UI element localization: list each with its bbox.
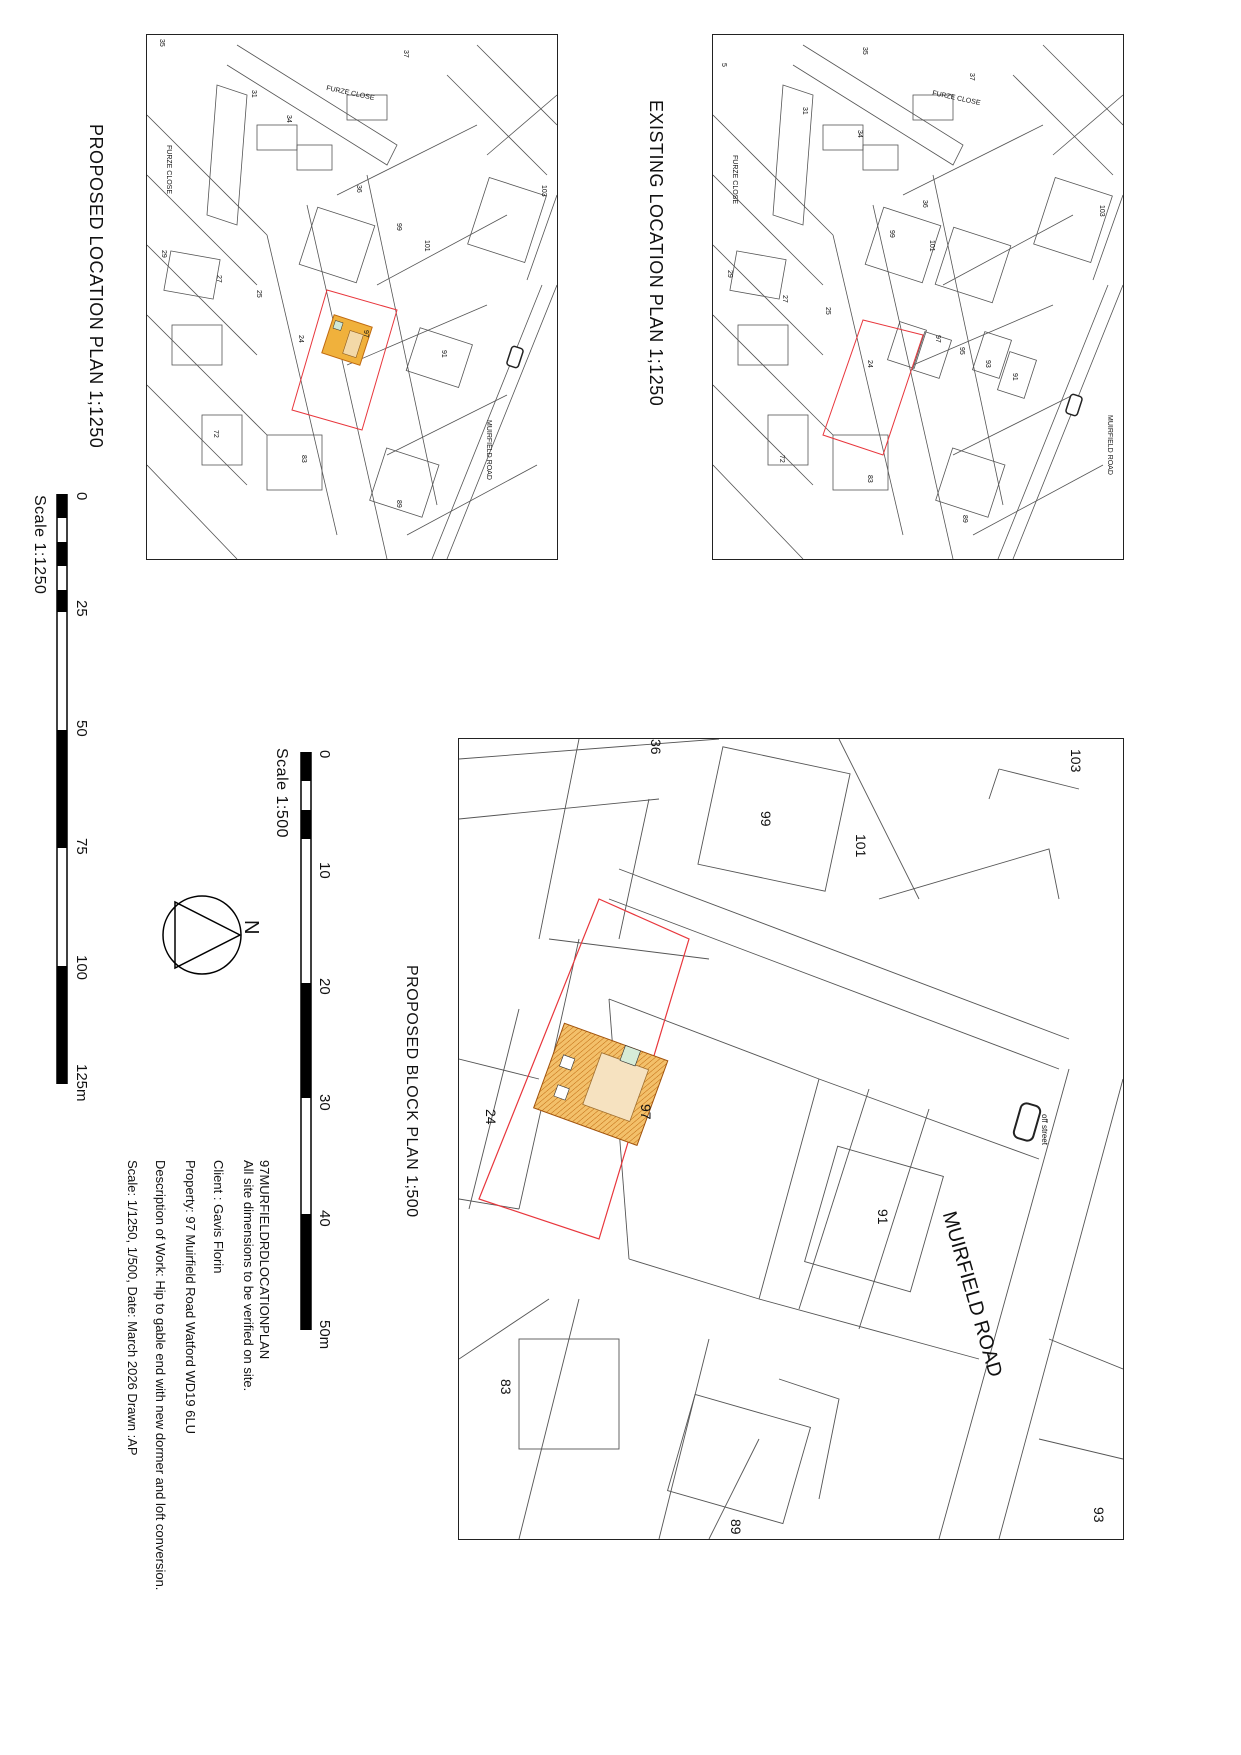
block-plan	[458, 738, 1124, 1540]
house-number: 101	[423, 240, 430, 252]
house-number: 91	[875, 1209, 891, 1225]
house-number: 31	[801, 107, 808, 115]
road-label: MUIRFIELD ROAD	[937, 1209, 1007, 1380]
house-number: 83	[300, 455, 307, 463]
proposed-map-drawing	[147, 35, 557, 559]
north-arrow-icon	[160, 890, 250, 980]
house-number: 72	[778, 455, 785, 463]
house-number: 89	[395, 500, 402, 508]
house-number: 27	[215, 275, 222, 283]
scale-1250-tick: 100	[73, 955, 90, 981]
house-number: 36	[648, 739, 664, 755]
house-number: 83	[498, 1379, 514, 1395]
house-number: 91	[440, 350, 447, 358]
house-number: 91	[1011, 373, 1018, 381]
house-number: 29	[160, 250, 167, 258]
block-map-drawing	[459, 739, 1123, 1539]
house-number: 97	[362, 330, 369, 338]
proposed-building	[534, 1023, 668, 1145]
house-number: 103	[1098, 205, 1105, 217]
house-number: 103	[540, 185, 547, 197]
close-label-2: FURZE CLOSE	[165, 145, 172, 195]
property-line: Property: 97 Muirfield Road Watford WD19 6LU	[183, 1160, 198, 1435]
scale-500-tick: 10	[316, 862, 333, 879]
house-number: 37	[968, 73, 975, 81]
scale-500-tick: 40	[316, 1210, 333, 1227]
house-number: 103	[1068, 749, 1084, 773]
house-number: 72	[212, 430, 219, 438]
house-number: 35	[158, 39, 165, 47]
house-number: 99	[758, 811, 774, 827]
north-arrow	[160, 890, 250, 980]
house-number: 36	[355, 185, 362, 193]
scale-bar-500	[300, 752, 312, 1330]
house-number: 99	[395, 223, 402, 231]
scale-1250-tick: 0	[73, 492, 90, 501]
scale-bar-500-graphic	[300, 752, 312, 1330]
scale-500-tick: 30	[316, 1094, 333, 1111]
house-number: 24	[866, 360, 873, 368]
scale-1250-tick: 50	[73, 720, 90, 737]
house-number: 5	[720, 63, 727, 67]
house-number: 101	[928, 240, 935, 252]
close-label: FURZE CLOSE	[931, 90, 981, 108]
scale-500-label: Scale 1:500	[273, 748, 290, 839]
existing-location-plan	[712, 34, 1124, 560]
house-number: 97	[638, 1104, 654, 1120]
house-number: 24	[297, 335, 304, 343]
house-number: 89	[728, 1519, 744, 1535]
close-label: FURZE CLOSE	[325, 85, 375, 103]
site-note: All site dimensions to be verified on site.	[241, 1160, 256, 1392]
house-number: 31	[250, 90, 257, 98]
house-number: 95	[958, 347, 965, 355]
scale-500-tick: 0	[316, 750, 333, 759]
scale-bar-1250	[56, 494, 68, 1084]
house-number: 34	[285, 115, 292, 123]
house-number: 99	[888, 230, 895, 238]
description-line: Description of Work: Hip to gable end with new dormer and loft conversion.	[153, 1160, 168, 1591]
existing-plan-title: EXISTING LOCATION PLAN 1;1250	[646, 100, 666, 407]
house-number: 25	[824, 307, 831, 315]
proposed-location-plan-title: PROPOSED LOCATION PLAN 1;1250	[86, 124, 106, 449]
scale-bar-1250-graphic	[56, 494, 68, 1084]
car-label: off street	[1040, 1114, 1049, 1145]
client-line: Client : Gavis Florin	[211, 1160, 226, 1274]
scale-500-tick: 20	[316, 978, 333, 995]
house-number: 89	[961, 515, 968, 523]
proposed-location-plan	[146, 34, 558, 560]
scale-date-line: Scale: 1/1250, 1/500, Date: March 2026 Drawn :AP	[125, 1160, 140, 1456]
scale-1250-tick: 125m	[73, 1064, 90, 1102]
road-label: MUIRFIELD ROAD	[485, 420, 492, 480]
scale-1250-tick: 25	[73, 600, 90, 617]
house-number: 25	[255, 290, 262, 298]
house-number: 35	[861, 47, 868, 55]
house-number: 97	[934, 335, 941, 343]
scale-1250-label: Scale 1:1250	[31, 495, 48, 595]
house-number: 27	[781, 295, 788, 303]
house-number: 29	[726, 270, 733, 278]
house-number: 93	[984, 360, 991, 368]
car-icon	[1012, 1102, 1041, 1142]
house-number: 101	[853, 834, 869, 858]
road-label: MUIRFIELD ROAD	[1106, 415, 1113, 475]
scale-1250-tick: 75	[73, 838, 90, 855]
close-label-2: FURZE CLOSE	[731, 155, 738, 205]
house-number: 36	[921, 200, 928, 208]
house-number: 93	[1091, 1507, 1107, 1523]
existing-map-drawing	[713, 35, 1123, 559]
house-number: 24	[483, 1109, 499, 1125]
house-number: 34	[856, 130, 863, 138]
house-number: 37	[402, 50, 409, 58]
block-plan-title: PROPOSED BLOCK PLAN 1;500	[403, 965, 420, 1218]
house-number: 83	[866, 475, 873, 483]
scale-500-tick: 50m	[316, 1320, 333, 1350]
drawing-name: 97MURFIELDRDLOCATIONPLAN	[257, 1160, 272, 1360]
north-letter: N	[240, 920, 262, 935]
